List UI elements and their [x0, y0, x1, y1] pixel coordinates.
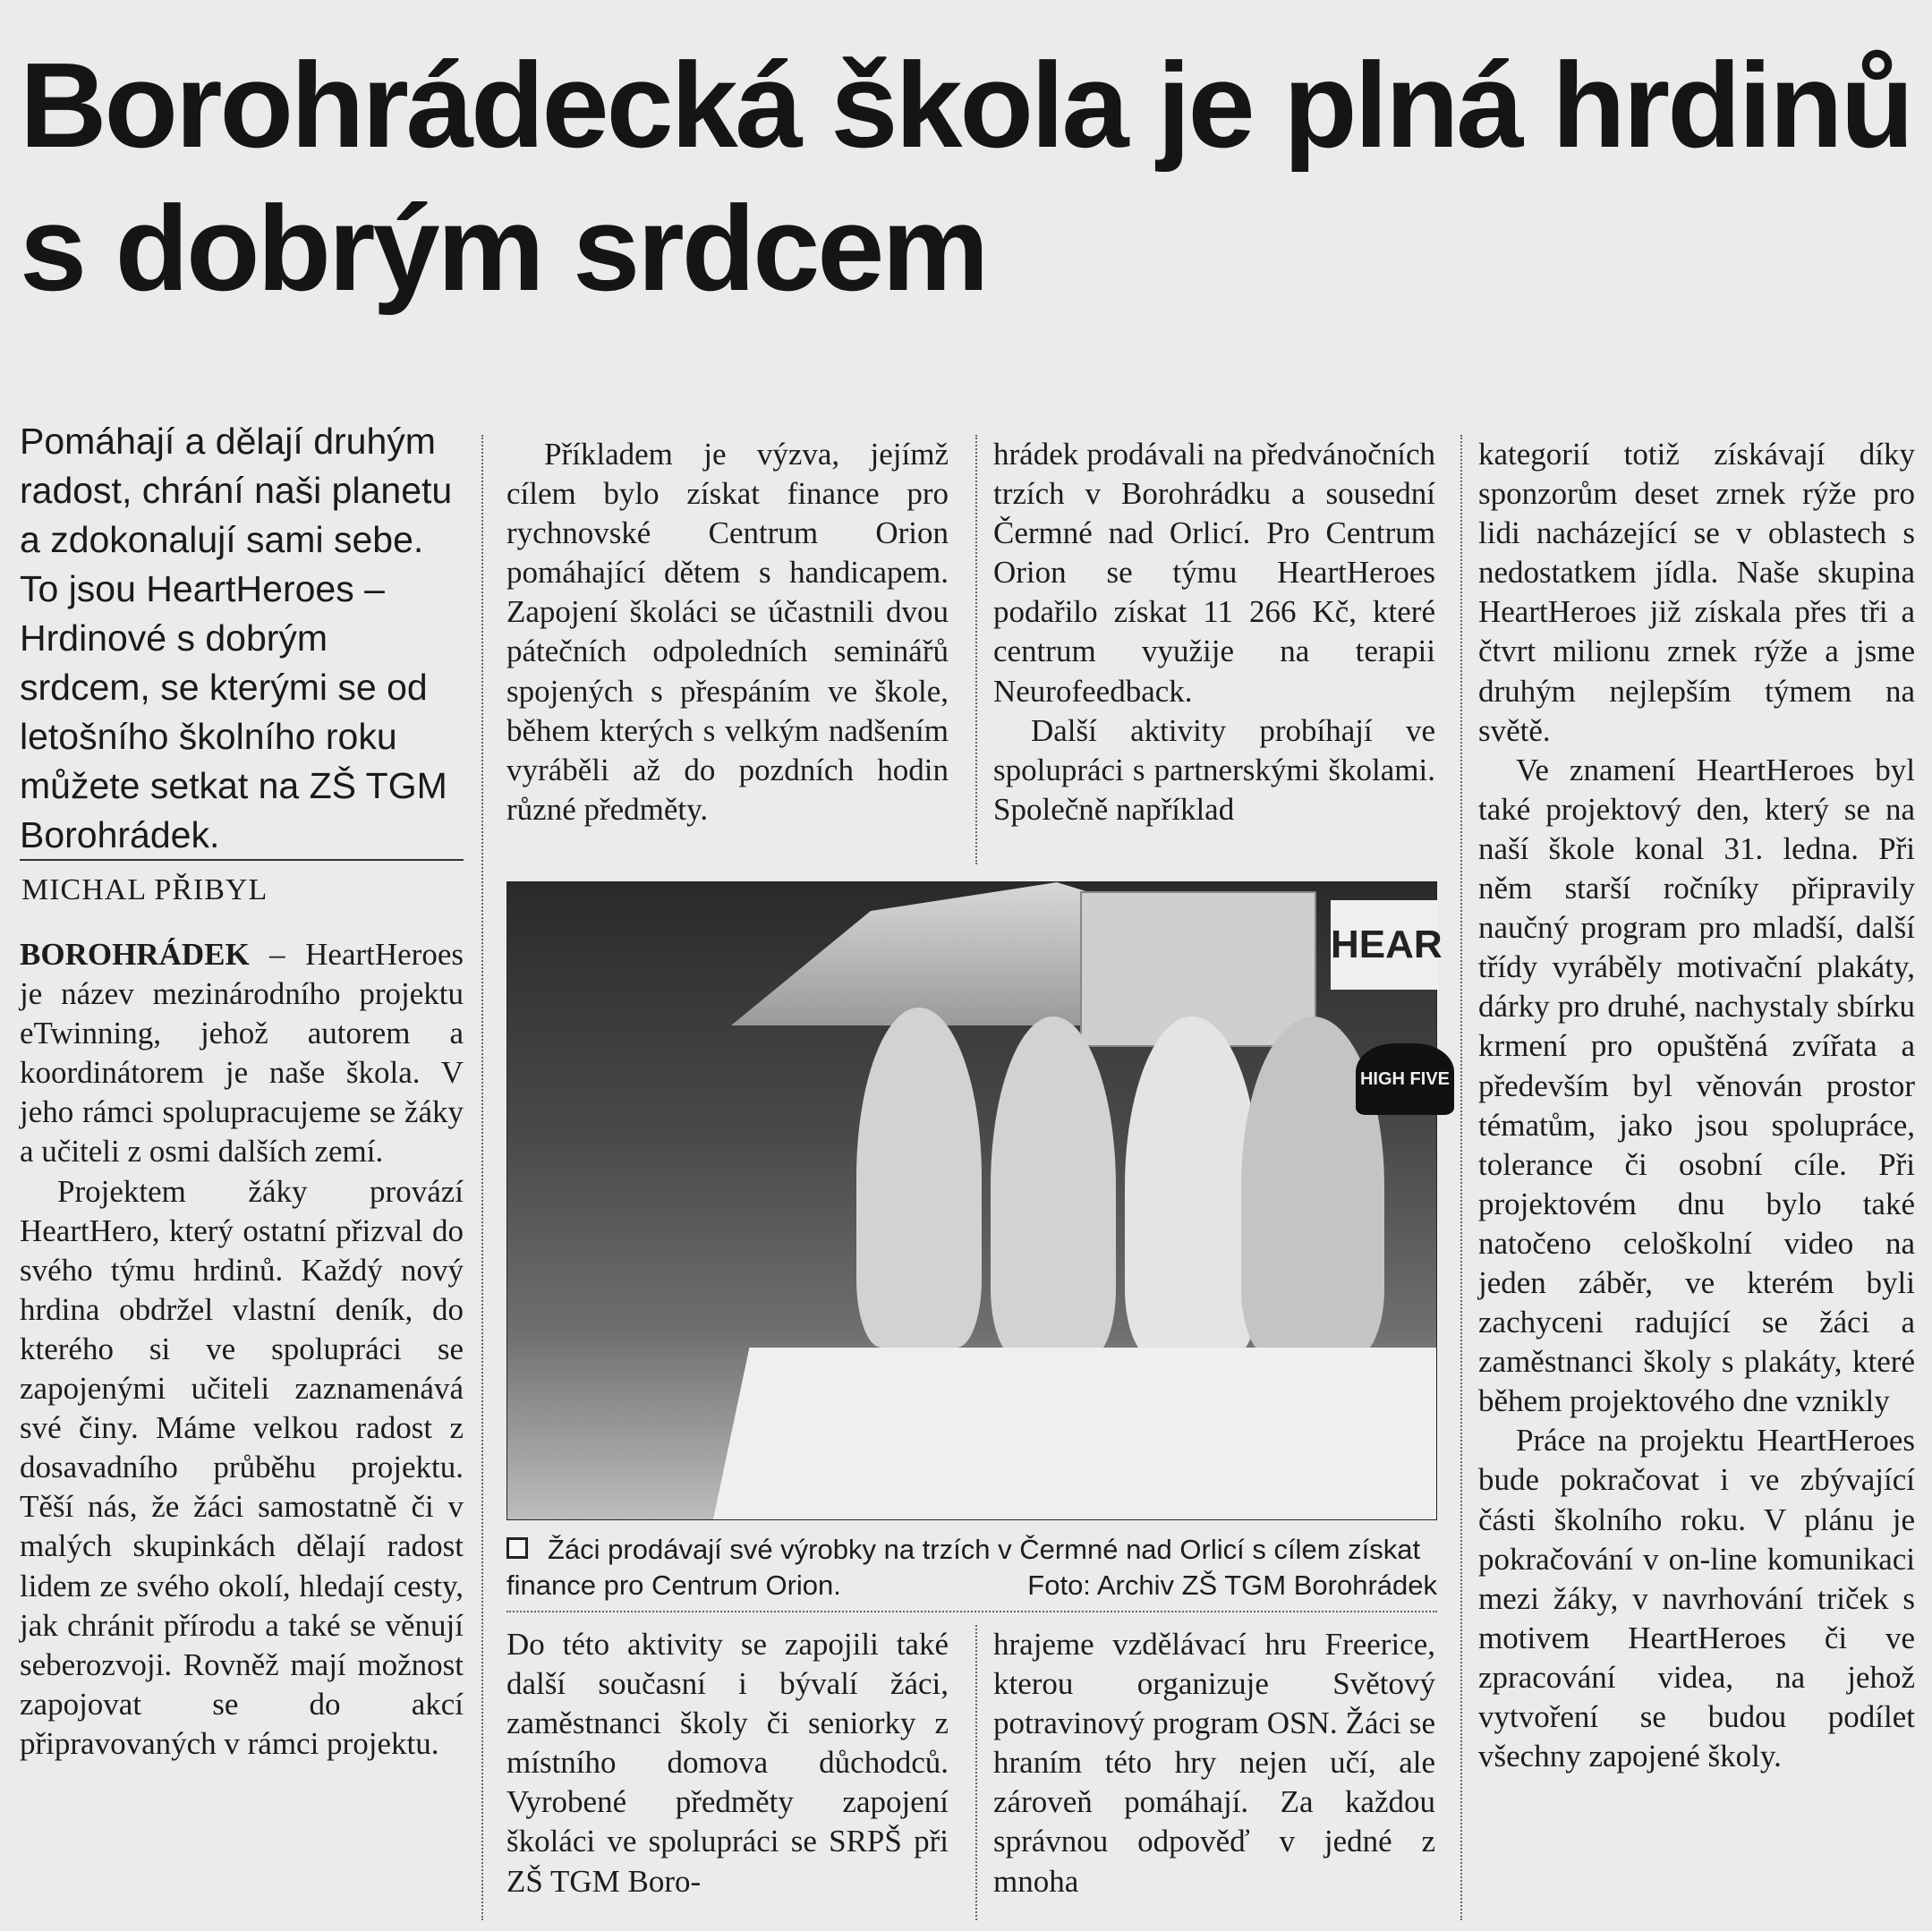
caption-divider — [506, 1611, 1437, 1612]
column-divider-1 — [481, 435, 483, 1920]
dateline: BOROHRÁDEK — [20, 937, 250, 972]
column-2-paragraph-1: Příkladem je výzva, jejímž cílem bylo získat finance pro rychnovské Centrum Orion pomáhající dětem s handicapem. Zapojení školáci se účastnili dvou pátečních odpoledních seminářů spojených s přespáním ve škole, během kterých s velkým nadšením vyráběli až do pozdních hodin různé předměty. — [506, 437, 949, 827]
student-figure — [991, 1017, 1116, 1357]
column-3-paragraph-3: hrajeme vzdělávací hru Freerice, kterou organizuje Světový potravinový program OSN. Žáci se hraním této hry nejen učí, ale zároveň pomáhají. Za každou správnou odpověď v jedné z mnoha — [993, 1627, 1435, 1899]
column-3-paragraph-2: Další aktivity probíhají ve spolupráci s partnerskými školami. Společně například — [993, 712, 1435, 827]
lead-column — [20, 417, 467, 860]
photo-caption-text: Žáci prodávají své výrobky na trzích v Čermné nad Orlicí s cílem získat finance pro Centrum Orion. — [506, 1534, 1421, 1601]
column-2-bottom — [506, 1625, 949, 1901]
column-divider-3 — [975, 1625, 977, 1920]
lead-divider — [20, 859, 464, 861]
column-4 — [1478, 435, 1915, 1776]
column-1-paragraph-1-text: – HeartHeroes je název mezinárodního projektu eTwinning, jehož autorem a koordinátorem je naše škola. V jeho rámci spolupracujeme se žáky a učiteli z osmi dalších zemí. — [20, 937, 464, 1170]
photo-credit: Foto: Archiv ZŠ TGM Borohrádek — [1027, 1569, 1437, 1601]
column-4-paragraph-2: Ve znamení HeartHeroes byl také projektový den, který se na naší škole konal 31. ledna. Při něm starší ročníky připravily naučný program pro mladší, další třídy vyráběly motivační plakáty, dárky pro druhé, nachystaly sbírku krmení pro opuštěná zvířata a především byl věnován prostor tématům, jako jsou spolupráce, tolerance či osobní cíle. Při projektovém dnu bylo také natočeno celoškolní video na jeden záběr, ve kterém byli zachyceni radující se žáci a zaměstnanci školy s plakáty, které během projektového dne vznikly — [1478, 752, 1915, 1419]
column-4-paragraph-1: kategorií totiž získávají díky sponzorům deset zrnek rýže pro lidi nacházející se v oblastech s nedostatkem jídla. Naše skupina HeartHeroes již získala přes tři a čtvrt milionu zrnek rýže a jsme druhým nejlepším týmem na světě. — [1478, 437, 1915, 748]
market-photo — [506, 881, 1450, 1520]
column-2-paragraph-2: Do této aktivity se zapojili také další současní i bývalí žáci, zaměstnanci školy či seniorky z místního domova důchodců. Vyrobené předměty zapojení školáci ve spolupráci se SRPŠ při ZŠ TGM Boro- — [506, 1627, 949, 1899]
column-divider-2 — [975, 435, 977, 864]
caption-bullet-icon — [506, 1537, 528, 1559]
column-3-bottom — [993, 1625, 1435, 1901]
column-divider-4 — [1460, 435, 1462, 1920]
column-1-paragraph-1 — [20, 935, 464, 1172]
student-figure — [856, 1008, 982, 1348]
student-figure — [1125, 1017, 1259, 1357]
column-1 — [20, 935, 464, 1764]
high-five-hat: HIGH FIVE — [1356, 1043, 1454, 1115]
column-3-top — [993, 435, 1435, 829]
column-1-paragraph-2: Projektem žáky provází HeartHero, který ostatní přizval do svého týmu hrdinů. Každý nový hrdina obdržel vlastní deník, do kterého si ve spolupráci se zapojenými učiteli zaznamenává své činy. Máme velkou radost z dosavadního průběhu projektu. Těší nás, že žáci samostatně či v malých skupinkách dělají radost lidem ze svého okolí, hledají cesty, jak chránit přírodu a také se věnují seberozvoji. Rovněž mají možnost zapojovat se do akcí připravovaných v rámci projektu. — [20, 1173, 464, 1761]
heart-banner: HEAR — [1331, 900, 1438, 990]
headline: Borohrádecká škola je plná hrdinů s dobrým srdcem — [20, 38, 1912, 316]
column-3-paragraph-1: hrádek prodávali na předvánočních trzích v Borohrádku a sousední Čermné nad Orlicí. Pro Centrum Orion se týmu HeartHeroes podařilo získat 11 266 Kč, které centrum využije na terapii Neurofeedback. — [993, 437, 1435, 709]
lead-paragraph: Pomáhají a dělají druhým radost, chrání naši planetu a zdokonalují sami sebe. To jsou HeartHeroes – Hrdinové s dobrým srdcem, se kterými se od letošního školního roku můžete setkat na ZŠ TGM Borohrádek. — [20, 421, 453, 855]
author-byline: MICHAL PŘIBYL — [21, 873, 268, 906]
sales-table — [713, 1348, 1436, 1519]
column-2-top — [506, 435, 949, 829]
column-4-paragraph-3: Práce na projektu HeartHeroes bude pokračovat i ve zbývající části školního roku. V plánu je pokračování v on-line komunikaci mezi žáky, v navrhování triček s motivem HeartHeroes či ve zpracování videa, na jehož vytvoření se budou podílet všechny zapojené školy. — [1478, 1423, 1915, 1774]
